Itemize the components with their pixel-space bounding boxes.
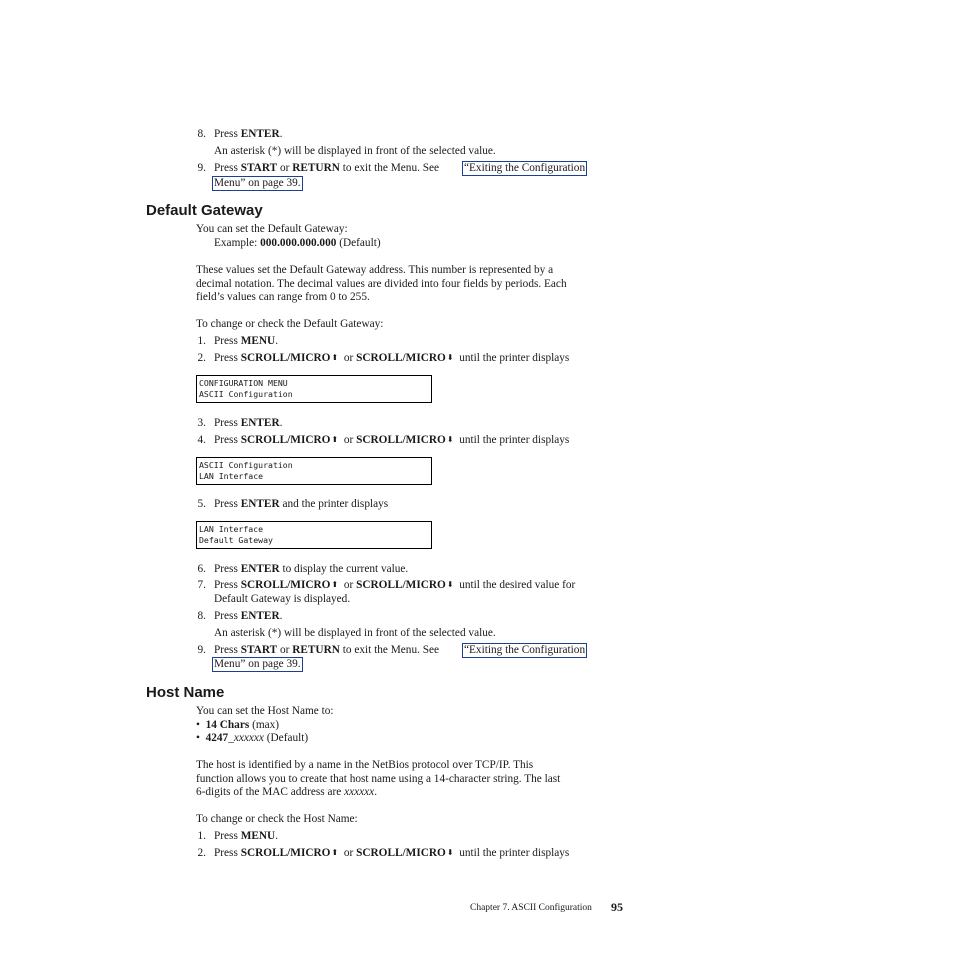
step-number: 7. xyxy=(197,579,206,591)
xref-link[interactable]: “Exiting the Configuration xyxy=(464,162,586,174)
step-text: Press SCROLL/MICRO⬆ or SCROLL/MICRO⬇ until the printer displays xyxy=(214,352,570,364)
arrow-down-icon: ⬇ xyxy=(446,353,454,362)
step-number: 4. xyxy=(197,434,206,446)
step-text: Press MENU. xyxy=(214,335,279,347)
arrow-up-icon: ⬆ xyxy=(331,848,339,857)
step-text: Press MENU. xyxy=(214,830,279,842)
arrow-down-icon: ⬇ xyxy=(446,848,454,857)
step-text: Press ENTER. xyxy=(214,128,283,140)
step-number: 3. xyxy=(197,417,206,429)
instruction-intro: To change or check the Default Gateway: xyxy=(196,318,384,330)
arrow-up-icon: ⬆ xyxy=(331,435,339,444)
display-line: LAN Interface xyxy=(199,471,264,481)
step-number: 9. xyxy=(197,644,206,656)
step-text: Press SCROLL/MICRO⬆ or SCROLL/MICRO⬇ until the printer displays xyxy=(214,434,570,446)
step-text-continued: Default Gateway is displayed. xyxy=(214,593,351,605)
step-number: 1. xyxy=(197,335,206,347)
step-number: 8. xyxy=(197,610,206,622)
step-text: Press ENTER and the printer displays xyxy=(214,498,389,510)
bullet-item: • 14 Chars (max) xyxy=(196,719,280,731)
display-panel xyxy=(196,521,432,549)
step-text: Press ENTER. xyxy=(214,610,283,622)
step-number: 2. xyxy=(197,847,206,859)
step-text: Press ENTER. xyxy=(214,417,283,429)
display-line: LAN Interface xyxy=(199,524,264,534)
step-number: 2. xyxy=(197,352,206,364)
step-text: Press ENTER to display the current value. xyxy=(214,563,409,575)
paragraph-line: These values set the Default Gateway address. This number is represented by a xyxy=(196,264,554,276)
xref-link[interactable]: Menu” on page 39. xyxy=(214,658,301,670)
instruction-intro: To change or check the Host Name: xyxy=(196,813,358,825)
arrow-up-icon: ⬆ xyxy=(331,580,339,589)
arrow-down-icon: ⬇ xyxy=(446,580,454,589)
page-number: 95 xyxy=(611,900,623,914)
step-text: Press START or RETURN to exit the Menu. See xyxy=(214,162,440,174)
intro-text: You can set the Default Gateway: xyxy=(196,223,348,235)
bullet-item: • 4247_xxxxxx (Default) xyxy=(196,732,309,744)
chapter-footer: Chapter 7. ASCII Configuration xyxy=(470,903,592,913)
section-heading: Default Gateway xyxy=(146,202,263,219)
step-number: 8. xyxy=(197,128,206,140)
xref-link[interactable]: Menu” on page 39. xyxy=(214,177,301,189)
arrow-up-icon: ⬆ xyxy=(331,353,339,362)
display-line: ASCII Configuration xyxy=(199,389,293,399)
step-number: 1. xyxy=(197,830,206,842)
step-number: 6. xyxy=(197,563,206,575)
paragraph-line: field’s values can range from 0 to 255. xyxy=(196,291,370,303)
display-line: CONFIGURATION MENU xyxy=(199,378,288,388)
paragraph-line: decimal notation. The decimal values are divided into four fields by periods. Each xyxy=(196,278,567,290)
step-number: 9. xyxy=(197,162,206,174)
display-panel xyxy=(196,457,432,485)
step-text: Press START or RETURN to exit the Menu. See xyxy=(214,644,440,656)
intro-text: You can set the Host Name to: xyxy=(196,705,334,717)
step-number: 5. xyxy=(197,498,206,510)
step-note: An asterisk (*) will be displayed in front of the selected value. xyxy=(214,145,496,157)
step-note: An asterisk (*) will be displayed in front of the selected value. xyxy=(214,627,496,639)
paragraph-line: function allows you to create that host name using a 14-character string. The last xyxy=(196,773,561,785)
step-text: Press SCROLL/MICRO⬆ or SCROLL/MICRO⬇ until the printer displays xyxy=(214,847,570,859)
example-line: Example: 000.000.000.000 (Default) xyxy=(214,237,381,249)
section-heading: Host Name xyxy=(146,684,225,701)
display-panel xyxy=(196,375,432,403)
display-line: Default Gateway xyxy=(199,535,273,545)
arrow-down-icon: ⬇ xyxy=(446,435,454,444)
step-text: Press SCROLL/MICRO⬆ or SCROLL/MICRO⬇ until the desired value for xyxy=(214,579,576,591)
xref-link[interactable]: “Exiting the Configuration xyxy=(464,644,586,656)
display-line: ASCII Configuration xyxy=(199,460,293,470)
paragraph-line: The host is identified by a name in the NetBios protocol over TCP/IP. This xyxy=(196,759,534,771)
paragraph-line: 6-digits of the MAC address are xxxxxx. xyxy=(196,786,378,798)
